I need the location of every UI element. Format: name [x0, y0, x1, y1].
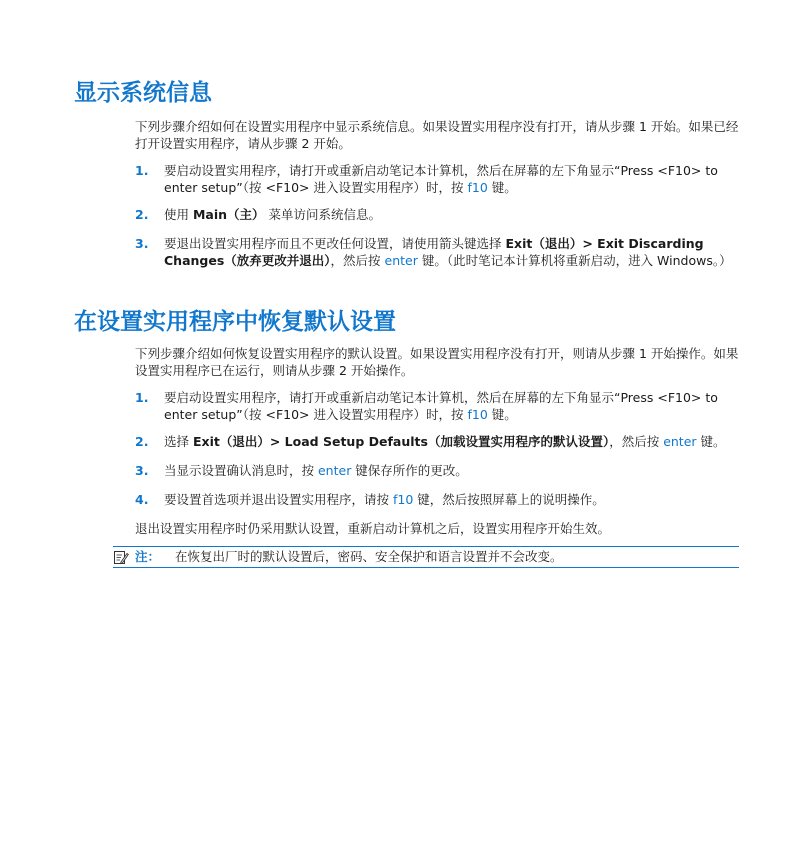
key-name: f10: [392, 492, 414, 507]
step-number: 2.: [135, 434, 149, 449]
list-item: [135, 206, 739, 223]
step-text: 要设置首选项并退出设置实用程序，请按 f10 键，然后按照屏幕上的说明操作。: [164, 492, 605, 507]
list-item: [135, 162, 739, 196]
list-item: [135, 433, 739, 450]
note-pencil-icon: [113, 549, 129, 565]
step-number: 4.: [135, 492, 149, 507]
key-name: enter: [384, 253, 418, 268]
key-name: f10: [467, 180, 488, 195]
step-number: 3.: [135, 236, 149, 251]
menu-name: Exit（退出）> Exit Discarding Changes（放弃更改并退出）: [164, 236, 704, 268]
step-number: 1.: [135, 390, 149, 405]
list-item: [135, 462, 739, 479]
step-text: 使用 Main（主） 菜单访问系统信息。: [164, 207, 382, 222]
step-text: 要启动设置实用程序，请打开或重新启动笔记本计算机，然后在屏幕的左下角显示“Press <F10> to enter setup”（按 <F10> 进入设置实用程序）时，按 f10 键。: [164, 390, 718, 422]
key-name: f10: [467, 407, 488, 422]
section-intro: 下列步骤介绍如何恢复设置实用程序的默认设置。如果设置实用程序没有打开，则请从步骤 1 开始操作。如果设置实用程序已在运行，则请从步骤 2 开始操作。: [135, 346, 739, 378]
step-number: 1.: [135, 163, 149, 178]
step-number: 2.: [135, 207, 149, 222]
note-text: 在恢复出厂时的默认设置后，密码、安全保护和语言设置并不会改变。: [175, 549, 563, 564]
key-name: enter: [663, 434, 697, 449]
section-title-restore-defaults: 在设置实用程序中恢复默认设置: [74, 309, 396, 335]
section-outro: 退出设置实用程序时仍采用默认设置，重新启动计算机之后，设置实用程序开始生效。: [135, 521, 611, 536]
step-number: 3.: [135, 463, 149, 478]
key-name: enter: [317, 463, 352, 478]
menu-name: Exit（退出）> Load Setup Defaults（加载设置实用程序的默认设置）: [192, 434, 610, 449]
section-intro: 下列步骤介绍如何在设置实用程序中显示系统信息。如果设置实用程序没有打开，请从步骤 1 开始。如果已经打开设置实用程序，请从步骤 2 开始。: [135, 119, 739, 151]
list-item: [135, 235, 739, 286]
section-title-system-info: 显示系统信息: [74, 80, 212, 106]
note-box: [113, 546, 739, 568]
step-text: 要启动设置实用程序，请打开或重新启动笔记本计算机，然后在屏幕的左下角显示“Press <F10> to enter setup”（按 <F10> 进入设置实用程序）时，按 f10 键。: [164, 163, 718, 195]
list-item: [135, 491, 739, 508]
note-label: 注：: [135, 549, 161, 564]
step-text: 选择 Exit（退出）> Load Setup Defaults（加载设置实用程序的默认设置），然后按 enter 键。: [164, 434, 726, 449]
list-item: [135, 389, 739, 423]
menu-name: Main（主）: [192, 207, 265, 222]
step-text: 当显示设置确认消息时，按 enter 键保存所作的更改。: [164, 463, 468, 478]
step-text: 要退出设置实用程序而且不更改任何设置，请使用箭头键选择 Exit（退出）> Exit Discarding Changes（放弃更改并退出），然后按 enter 键。（此时笔记本计算机将重新启动，进入 Windows。）: [164, 236, 732, 268]
